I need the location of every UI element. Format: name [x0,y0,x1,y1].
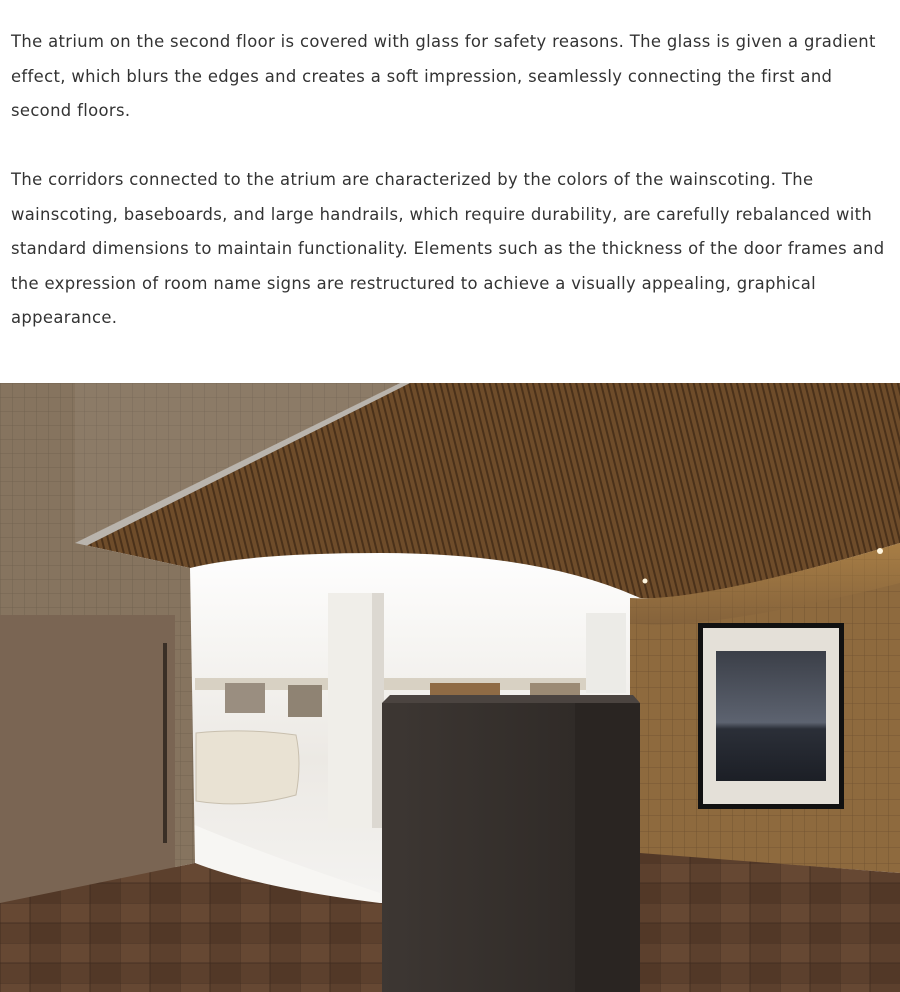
interior-photo [0,383,900,992]
paragraph-corridors: The corridors connected to the atrium are characterized by the colors of the wainscoting. The wainscoting, baseboards, and large handrails, which require durability, are carefully rebalanced with standard dimensions to maintain functionality. Elements such as the thickness of the door frames and the expression of room name signs are restructured to achieve a visually appealing, graphical appearance. [11,170,885,328]
paragraph-atrium: The atrium on the second floor is covered with glass for safety reasons. The glass is given a gradient effect, which blurs the edges and creates a soft impression, seamlessly connecting the first and second floors. [11,32,876,121]
